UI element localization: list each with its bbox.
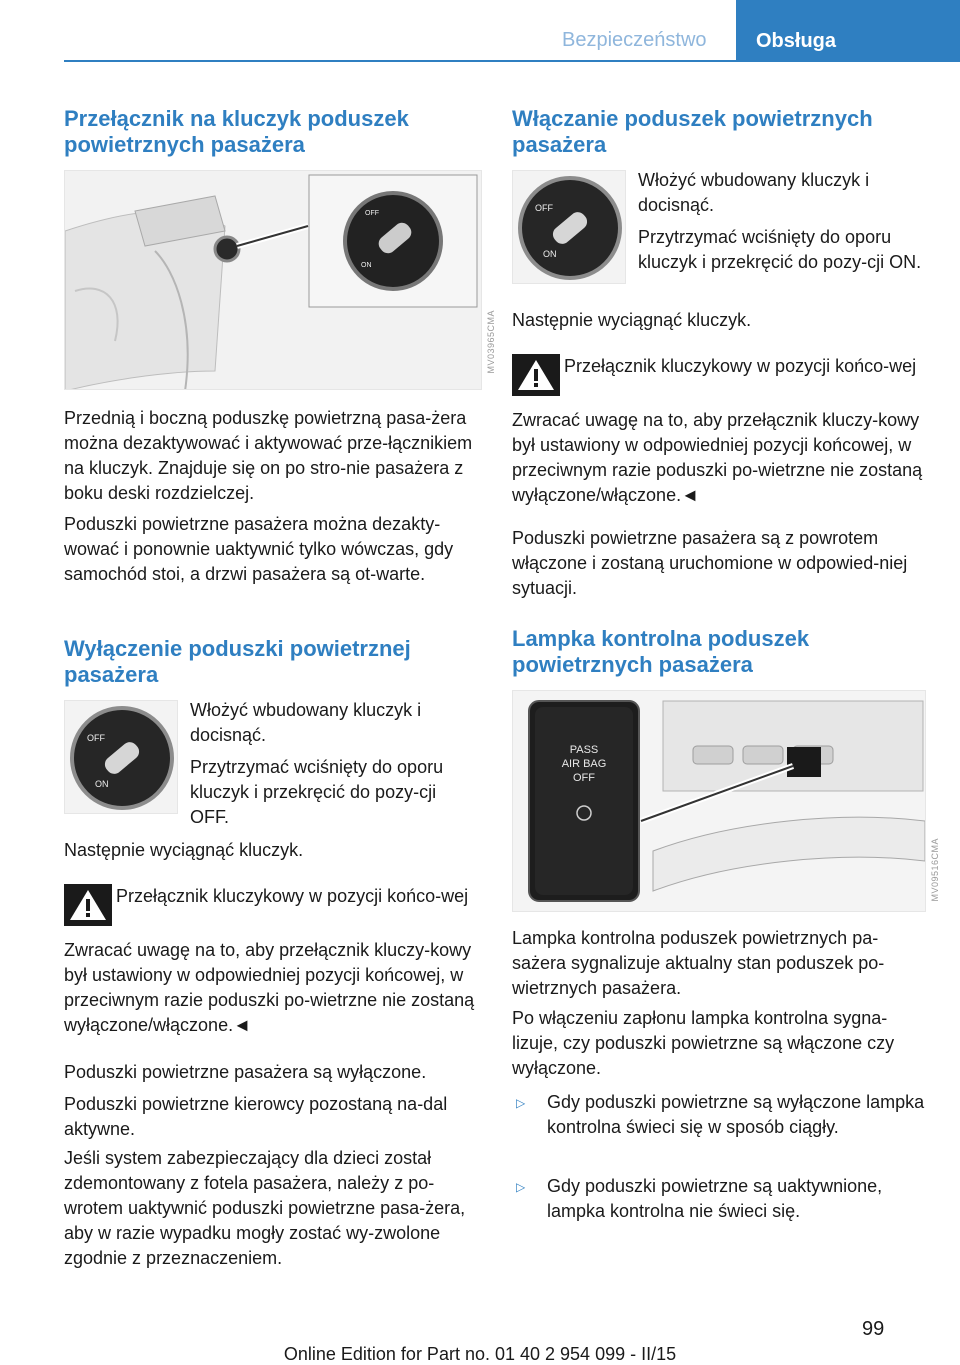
figure-code: MV03965CMA: [486, 310, 496, 374]
svg-text:AIR BAG: AIR BAG: [561, 758, 607, 770]
step-text: Przytrzymać wciśnięty do oporu kluczyk i przekręcić do pozy-cji ON.: [638, 227, 922, 272]
header-rule: [64, 60, 960, 62]
section-heading: Lampka kontrolna poduszek powietrznych pasażera: [512, 626, 810, 677]
svg-text:ON: ON: [543, 249, 557, 259]
svg-text:OFF: OFF: [573, 772, 595, 784]
step-text: Przytrzymać wciśnięty do oporu kluczyk i przekręcić do pozy-cji OFF.: [190, 757, 444, 827]
step-text: Włożyć wbudowany kluczyk i docisnąć.: [190, 700, 422, 745]
paragraph: Po włączeniu zapłonu lampka kontrolna sygna-lizuje, czy poduszki powietrzne są włączone czy wyłączone.: [512, 1008, 895, 1078]
tab-obsluga[interactable]: [736, 0, 960, 62]
switch-on-figure: [512, 170, 626, 284]
svg-text:OFF: OFF: [87, 733, 105, 743]
bullet-marker: ▷: [516, 1180, 526, 1194]
section-heading: Przełącznik na kluczyk poduszek powietrznych pasażera: [64, 106, 409, 157]
paragraph: Poduszki powietrzne pasażera są wyłączone.: [64, 1062, 427, 1082]
paragraph: Poduszki powietrzne pasażera są z powrotem włączone i zostaną uruchomione w odpowied-niej sytuacji.: [512, 528, 908, 598]
svg-text:OFF: OFF: [365, 210, 379, 217]
paragraph: Jeśli system zabezpieczający dla dzieci został zdemontowany z fotela pasażera, należy z po-wrotem uaktywnić poduszki powietrzne pasa-żera, aby w razie wypadku mogły zostać wy-zwolone zgodnie z przeznaczeniem.: [64, 1148, 466, 1268]
warning-title: Przełącznik kluczykowy w pozycji końco-wej: [564, 356, 917, 376]
list-item: Gdy poduszki powietrzne są uaktywnione, lampka kontrolna nie świeci się.: [547, 1176, 883, 1221]
svg-text:OFF: OFF: [535, 203, 553, 213]
warning-icon: [512, 354, 560, 396]
svg-text:PASS: PASS: [569, 744, 599, 756]
figure-code: MV09516CMA: [930, 838, 940, 902]
svg-text:ON: ON: [361, 262, 372, 269]
svg-text:ON: ON: [95, 779, 109, 789]
paragraph: Poduszki powietrzne kierowcy pozostaną na-dal aktywne.: [64, 1094, 448, 1139]
switch-off-figure: [64, 700, 178, 814]
tab-label: Bezpieczeństwo: [562, 29, 707, 51]
bullet-marker: ▷: [516, 1096, 526, 1110]
tab-bezpieczenstwo[interactable]: [548, 0, 734, 60]
warning-text: Zwracać uwagę na to, aby przełącznik kluczy-kowy był ustawiony w odpowiedniej pozycji końcowej, w przeciwnym razie poduszki po-wietrzne nie zostaną wyłączone/włączone.◄: [512, 410, 923, 505]
paragraph: Przednią i boczną poduszkę powietrzną pasa-żera można dezaktywować i aktywować prze-łącznikiem na kluczyk. Znajduje się on po stro-nie pasażera z boku deski rozdzielczej.: [64, 408, 473, 503]
section-heading: Wyłączenie poduszki powietrznej pasażera: [64, 636, 411, 687]
step-text: Następnie wyciągnąć kluczyk.: [512, 310, 752, 330]
tab-label: Obsługa: [756, 30, 837, 52]
list-item: Gdy poduszki powietrzne są wyłączone lampka kontrolna świeci się w sposób ciągły.: [547, 1092, 925, 1137]
step-text: Włożyć wbudowany kluczyk i docisnąć.: [638, 170, 870, 215]
paragraph: Poduszki powietrzne pasażera można dezakty-wować i ponownie uaktywnić tylko wówczas, gdy samochód stoi, a drzwi pasażera są ot-warte.: [64, 514, 454, 584]
indicator-lamp-figure: [512, 690, 926, 912]
switch-location-figure: [64, 170, 482, 390]
warning-icon: [64, 884, 112, 926]
warning-title: Przełącznik kluczykowy w pozycji końco-wej: [116, 886, 469, 906]
step-text: Następnie wyciągnąć kluczyk.: [64, 840, 304, 860]
section-heading: Włączanie poduszek powietrznych pasażera: [512, 106, 873, 157]
footer-edition: Online Edition for Part no. 01 40 2 954 099 - II/15: [283, 1344, 677, 1364]
page-number: 99: [862, 1318, 885, 1340]
warning-text: Zwracać uwagę na to, aby przełącznik kluczy-kowy był ustawiony w odpowiedniej pozycji końcowej, w przeciwnym razie poduszki po-wietrzne nie zostaną wyłączone/włączone.◄: [64, 940, 475, 1035]
paragraph: Lampka kontrolna poduszek powietrznych pa-sażera sygnalizuje aktualny stan poduszek po-wietrznych pasażera.: [512, 928, 885, 998]
